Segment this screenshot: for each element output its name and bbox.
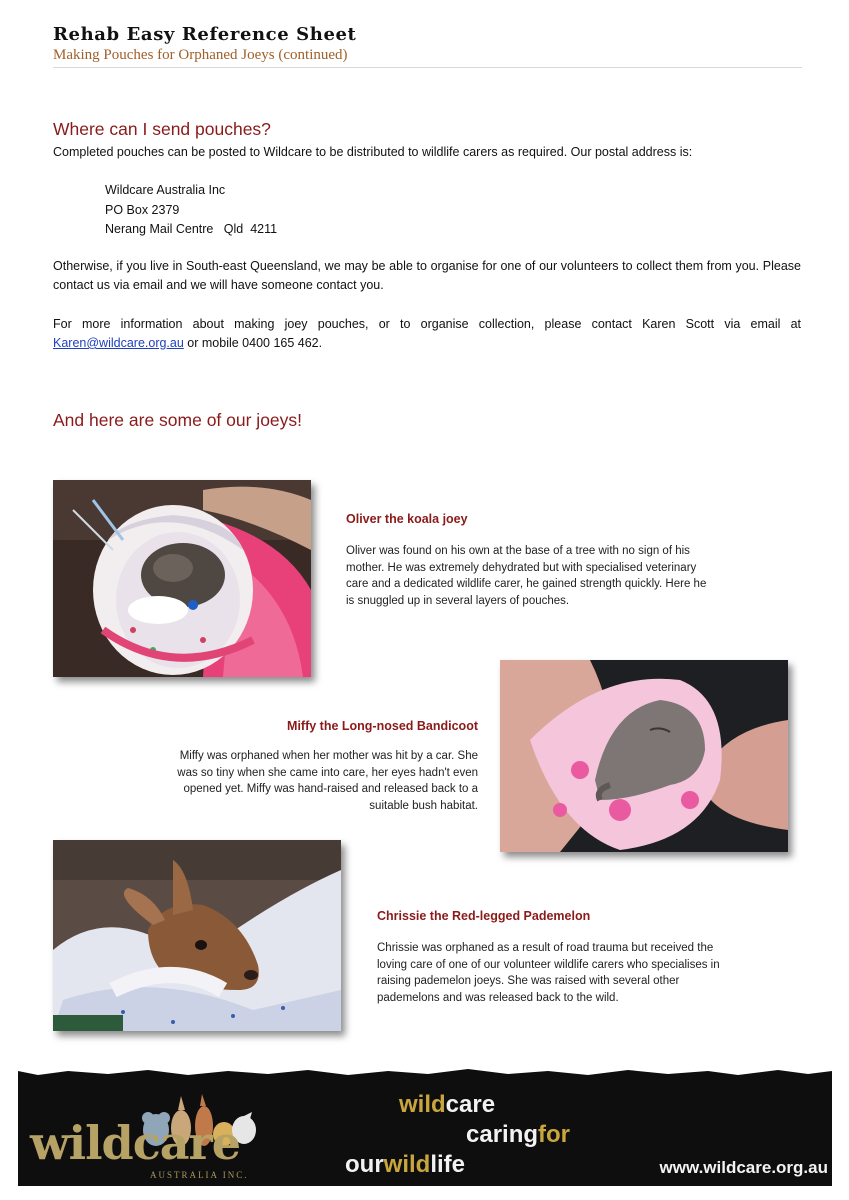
slogan-word: for [538, 1121, 571, 1148]
oliver-text: Oliver was found on his own at the base of a tree with no sign of his mother. He was extremely dehydrated but with specialised veterinary care and a dedicated wildlife carer, he gained strength quickly. Here he is snuggled up in several layers of pouches. [346, 545, 707, 607]
miffy-text: Miffy was orphaned when her mother was hit by a car. She was so tiny when she came into care, her eyes hadn't even opened yet. Miffy was hand-raised and released back to a suitable bush habitat. [177, 750, 478, 812]
collect-paragraph: Otherwise, if you live in South-east Queensland, we may be able to organise for one of our volunteers to collect them from you. Please contact us via email and we will have someone contact you. [53, 259, 801, 292]
postal-address [105, 181, 277, 240]
oliver-photo [53, 480, 311, 677]
address-line: Nerang Mail Centre Qld 4211 [105, 222, 278, 236]
slogan-line-3 [345, 1151, 465, 1179]
address-line: PO Box 2379 [105, 202, 180, 217]
slogan-line-2 [466, 1121, 570, 1149]
page-title: Rehab Easy Reference Sheet [53, 24, 357, 45]
chrissie-text: Chrissie was orphaned as a result of road trauma but received the loving care of one of our volunteer wildlife carers who specialises in raising pademelon joeys. She was raised with several other pademelons and was released back to the wild. [377, 942, 720, 1004]
slogan-word: our [345, 1151, 384, 1178]
slogan-word: care [445, 1091, 496, 1118]
slogan-word: wild [399, 1091, 446, 1118]
miffy-photo [500, 660, 788, 852]
slogan-line-1 [399, 1091, 495, 1119]
info-mobile: or mobile 0400 165 462. [183, 336, 323, 350]
website-url[interactable]: www.wildcare.org.au [659, 1158, 828, 1177]
email-link[interactable]: Karen@wildcare.org.au [53, 336, 184, 350]
address-line: Wildcare Australia Inc [105, 183, 226, 197]
page-subtitle: Making Pouches for Orphaned Joeys (continued) [53, 47, 348, 63]
joeys-heading: And here are some of our joeys! [53, 410, 303, 430]
miffy-name: Miffy the Long-nosed Bandicoot [287, 719, 478, 733]
chrissie-name: Chrissie the Red-legged Pademelon [377, 909, 591, 923]
torn-edge [18, 1066, 832, 1078]
send-heading: Where can I send pouches? [53, 119, 271, 139]
send-intro: Completed pouches can be posted to Wildcare to be distributed to wildlife carers as required. Our postal address is: [53, 145, 693, 159]
slogan-word: wild [383, 1151, 431, 1178]
info-text: For more information about making joey pouches, or to organise collection, please contact Karen Scott via email at [53, 317, 801, 331]
info-paragraph [53, 315, 801, 353]
slogan-word: caring [466, 1121, 539, 1148]
wildcare-logo: wildcare [30, 1116, 241, 1170]
oliver-name: Oliver the koala joey [346, 512, 468, 526]
wildcare-logo-sub: AUSTRALIA INC. [150, 1170, 249, 1180]
slogan-word: life [430, 1151, 466, 1178]
chrissie-photo [53, 840, 341, 1031]
footer-banner [18, 1066, 832, 1186]
header-divider [53, 67, 802, 68]
